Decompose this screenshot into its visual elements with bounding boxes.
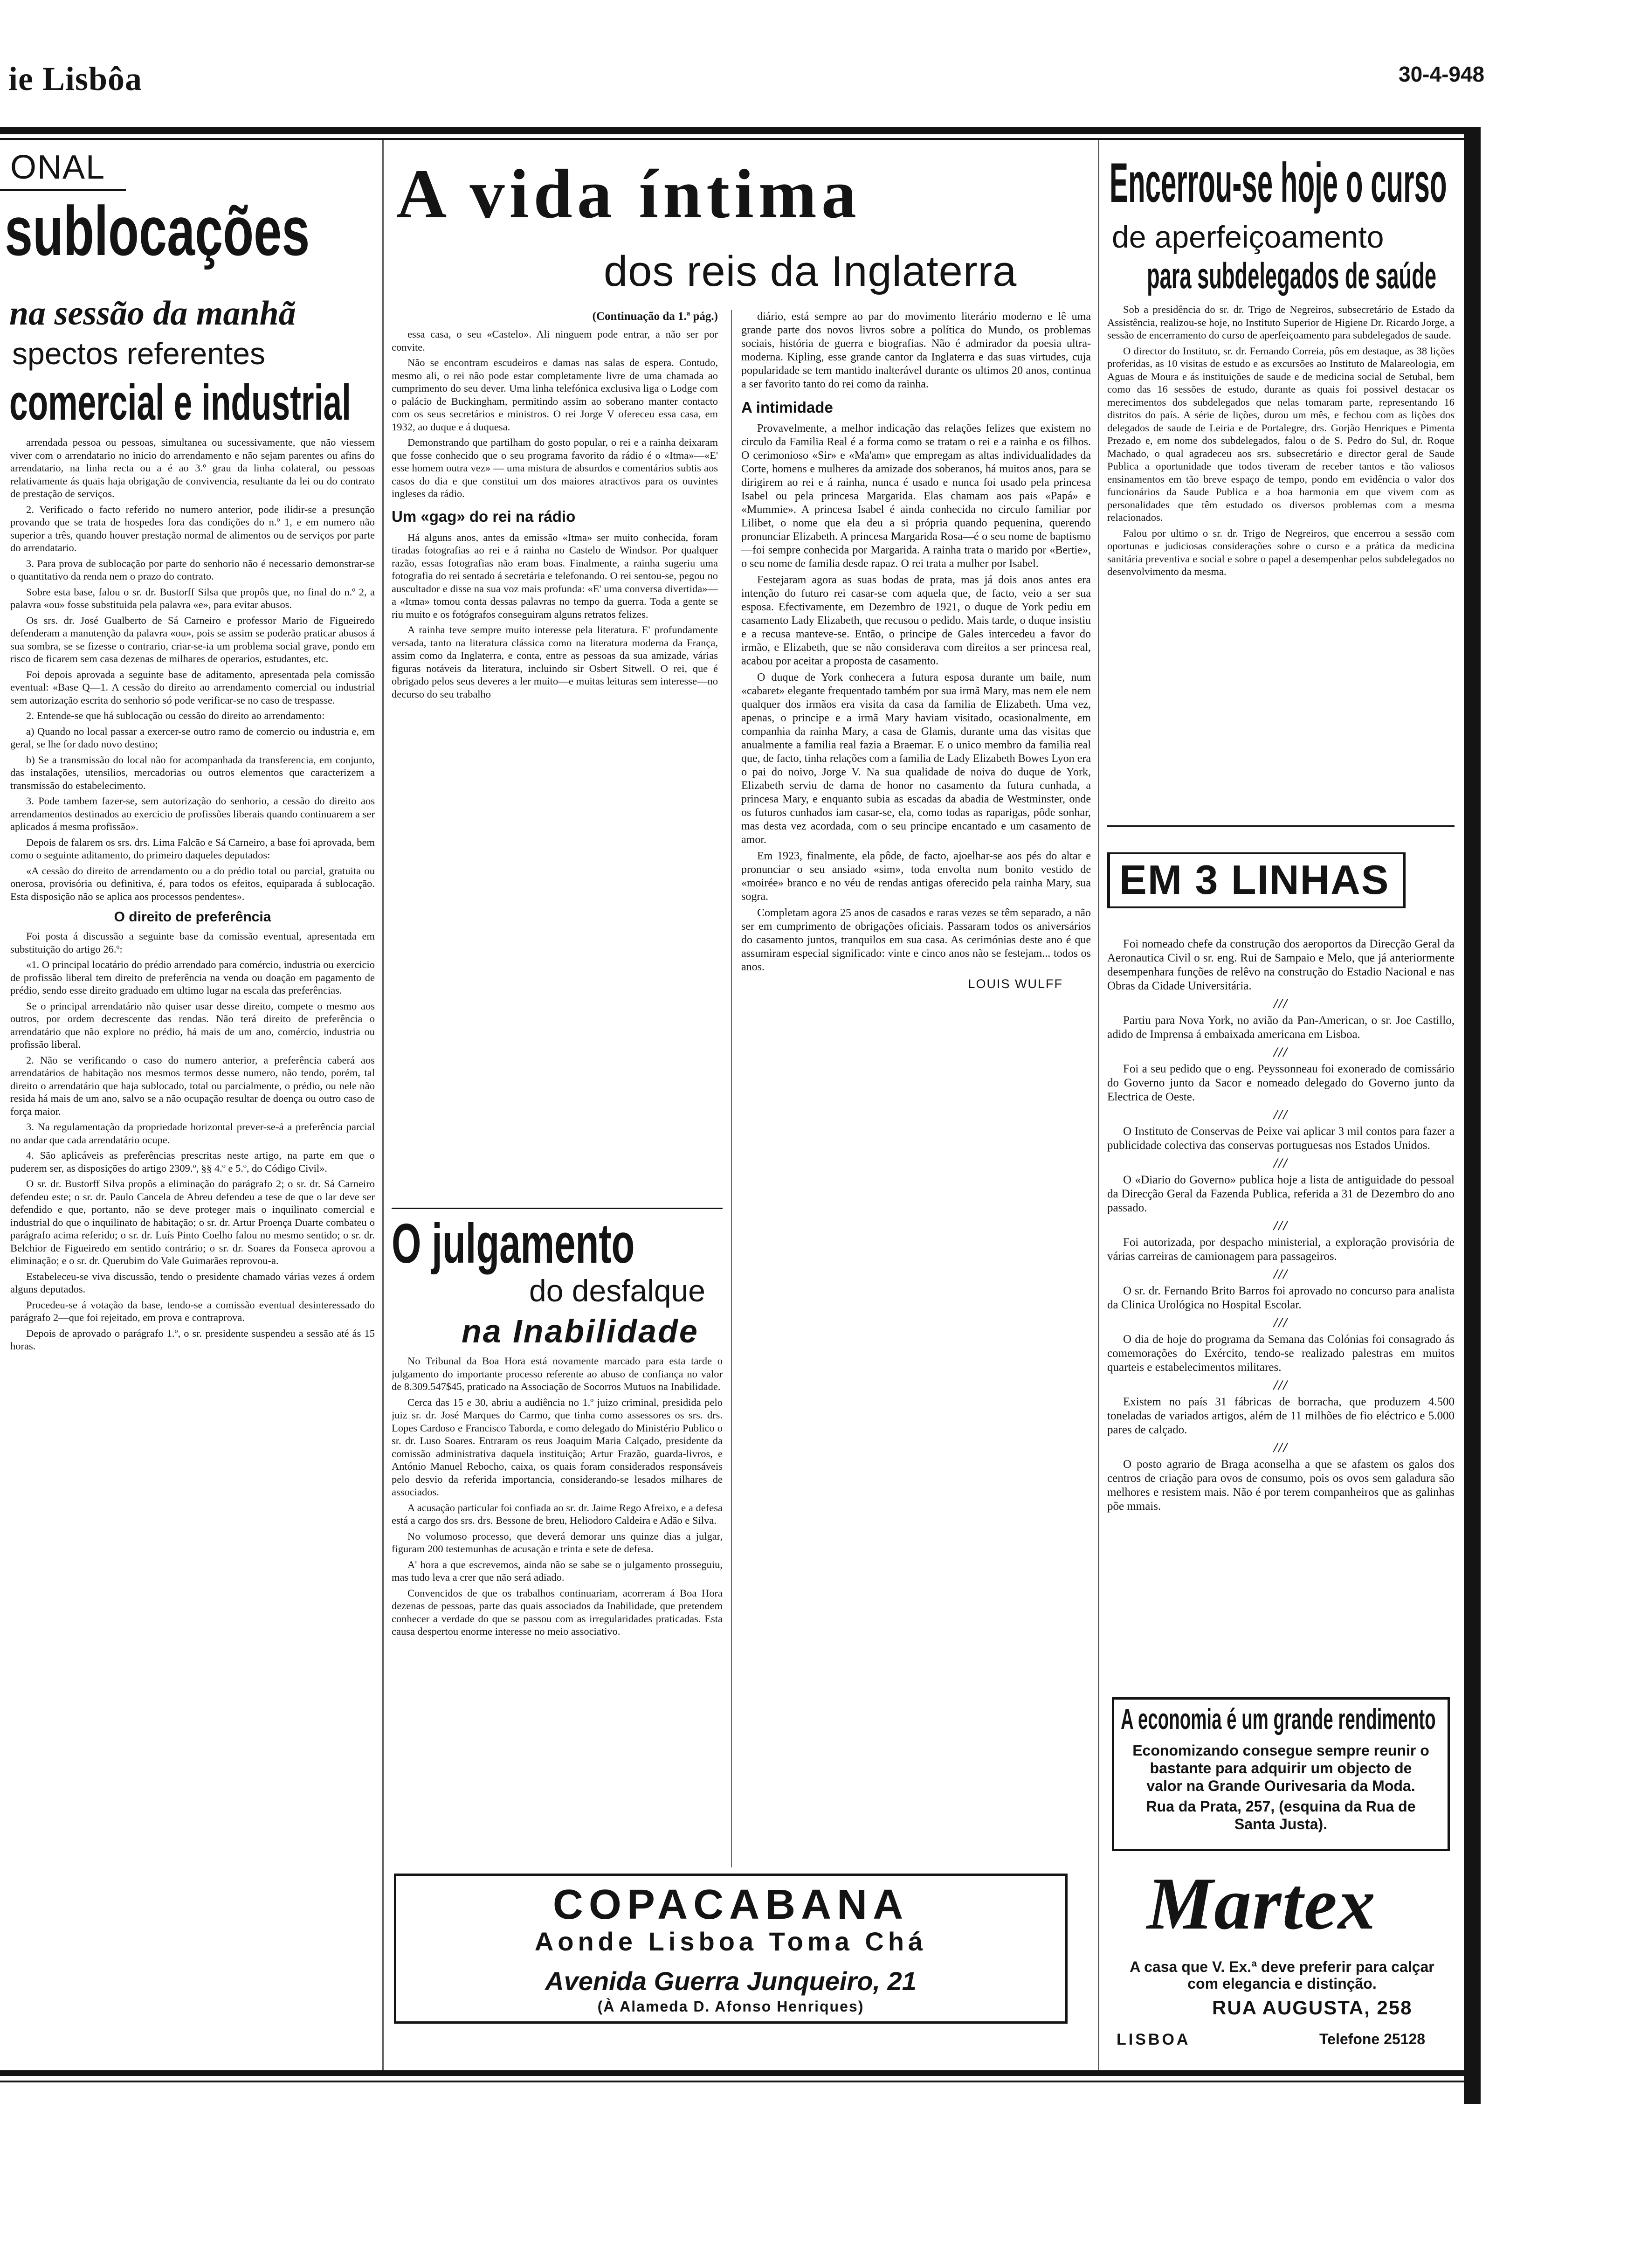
brief-item: Partiu para Nova York, no avião da Pan-American, o sr. Joe Castillo, adido de Imprensa á embaixada americana em Lisboa. (1107, 1014, 1455, 1041)
bottom-rule-thin (0, 2081, 1480, 2082)
brief-separator: /// (1273, 1440, 1288, 1455)
curso-sub2: para subdelegados de saúde (1147, 255, 1436, 296)
em3linhas-title: EM 3 LINHAS (1119, 857, 1390, 903)
copacabana-note: (À Alameda D. Afonso Henriques) (597, 1998, 864, 2015)
masthead-date: 30-4-948 (1399, 62, 1485, 86)
left-sub1: na sessão da manhã (9, 294, 296, 332)
copacabana-tagline: Aonde Lisboa Toma Chá (534, 1927, 927, 1956)
paragraph: a) Quando no local passar a exercer-se outro ramo de comercio ou industria e, em geral, se lhe for dado novo destino; (10, 725, 375, 750)
brief-separator: /// (1273, 1218, 1288, 1233)
julgamento-sub1: do desfalque (529, 1273, 705, 1308)
em3linhas-body (1107, 937, 1455, 1674)
em3linhas-title-box (1107, 852, 1406, 908)
martex-logo: Martex (1147, 1862, 1376, 1945)
paragraph: 3. Na regulamentação da propriedade horizontal prever-se-á a preferência parcial no andar que cada arrendatário ocupe. (10, 1121, 375, 1146)
left-article-body (10, 436, 375, 2031)
paragraph: No Tribunal da Boa Hora está novamente marcado para esta tarde o julgamento do importante processo referente ao abuso de confiança no valor de 8.309.547$45, praticado na Associação de Socorros Mutuos na Inabilidade. (392, 1355, 723, 1392)
copacabana-address: Avenida Guerra Junqueiro, 21 (545, 1966, 917, 1996)
paragraph: Falou por ultimo o sr. dr. Trigo de Negreiros, que encerrou a sessão com oportunas e judiciosas considerações sobre o curso e a prática da medicina sanitária preventiva e social e sobre o papel a desempenhar pelos subdelegados no desenvolvimento da mesma. (1107, 527, 1455, 577)
paragraph: Completam agora 25 anos de casados e raras vezes se têm separado, a não ser em cumprimento de obrigações oficiais. Passaram todos os aniversários do casamento juntos, tranquilos em sua casa. As cerimónias deste ano é que assumiram especial significado: vinte e cinco anos não se festejam... todos os anos. (741, 907, 1091, 973)
paragraph: 4. São aplicáveis as preferências prescritas neste artigo, na parte em que o puderem ser, as disposições do artigo 2309.º, §§ 4.º e 5.º, do Código Civil». (10, 1149, 375, 1174)
paragraph: Em 1923, finalmente, ela pôde, de facto, ajoelhar-se aos pés do altar e pronunciar o seu ansiado «sim», toda envolta num bonito vestido de «moirée» branco e no véu de rendas antigas oferecido pela rainha Mary, sua sogra. (741, 850, 1091, 903)
paragraph: Demonstrando que partilham do gosto popular, o rei e a rainha deixaram que fosse conhecido que o seu programa favorito da rádio é o «Itma»—«E' esse homem outra vez» — uma mistura de absurdos e comentários subtis aos casos do dia e que constitui um dos maiores atractivos para os ouvintes ingleses da rádio. (392, 436, 718, 499)
paragraph: Se o principal arrendatário não quiser usar desse direito, compete o mesmo aos outros, por ordem decrescente das rendas. Não terá direito de preferência o arrendatário que não explore no prédio, há mais de um ano, comércio, industria ou profissão liberal. (10, 1000, 375, 1050)
brief-item: Foi nomeado chefe da construção dos aeroportos da Direcção Geral da Aeronautica Civil o sr. eng. Rui de Sampaio e Melo, que já anteriormente desempenhara funções de relêvo na construção do Estadio Nacional e nas Obras da Cidade Universitária. (1107, 938, 1455, 992)
left-headline: sublocações (5, 192, 310, 270)
brief-separator: /// (1273, 1044, 1288, 1060)
vida-headline: A vida íntima (396, 155, 861, 233)
paragraph: O director do Instituto, sr. dr. Fernando Correia, pôs em destaque, as 38 lições proferidas, as 10 visitas de estudo e as excursões ao Instituto de Malareologia, em Aguas de Moura e ás instituições de saude e de medicina social de Setubal, bem como das 16 sessões de estudo, durante as quais foi possivel destacar os merecimentos dos subdelegados que nelas tomaram parte, representando 16 distritos do país. A série de lições, durou um mês, e fechou com as lições dos delegados de saude de Leiria e de Portalegre, drs. Gorjão Henriques e Pimenta Prezado e, em nome dos subdelegados, falou o de S. Pedro do Sul, dr. Roque Machado, o qual agradeceu aos srs. subsecretário e director geral de Saude Publica a oportunidade que todos tiveram de receber tantos e tão valiosos ensinamentos em tão breve espaço de tempo, pondo em evidência o valor dos funcionários da Saude Publica e a boa harmonia em que vivem com as personalidades que têm estudado os diversos problemas com a mesma relacionados. (1107, 345, 1455, 523)
brief-separator: /// (1273, 1377, 1288, 1393)
column-rule-1 (382, 140, 384, 2075)
brief-item: O sr. dr. Fernando Brito Barros foi aprovado no concurso para analista da Clinica Urológica no Hospital Escolar. (1107, 1285, 1455, 1311)
masthead-rule-thick (0, 127, 1480, 134)
julgamento-sub2: na Inabilidade (462, 1313, 699, 1349)
curso-headline: Encerrou-se hoje o curso (1110, 152, 1447, 214)
copacabana-name: COPACABANA (552, 1881, 909, 1928)
martex-city: LISBOA (1117, 2031, 1191, 2048)
paragraph: 2. Verificado o facto referido no numero anterior, pode ilidir-se a presunção provando que se trata de hospedes fora das condições do n.º 1, e em numero não superior a três, quando houver prestação normal de alimentos ou de serviços por parte do arrendatario. (10, 503, 375, 553)
paragraph: Não se encontram escudeiros e damas nas salas de espera. Contudo, mesmo ali, o rei não pode estar completamente livre de uma chamada ao cumprimento do seu dever. Uma linha telefónica exclusiva liga o Lodge com o palácio de Buckingham, permitindo assim ao soberano manter contacto com os seus secretários e ministros. O rei Jorge V ofereceu essa casa, em 1932, ao duque e á duquesa. (392, 357, 718, 433)
martex-phone: Telefone 25128 (1319, 2031, 1426, 2047)
left-section-underline (0, 189, 126, 191)
brief-separator: /// (1273, 1266, 1288, 1282)
brief-item: O «Diario do Governo» publica hoje a lista de antiguidade do pessoal da Direcção Geral da Fazenda Publica, referida a 31 de Dezembro do ano passado. (1107, 1174, 1455, 1214)
paragraph: Depois de falarem os srs. drs. Lima Falcão e Sá Carneiro, a base foi aprovada, bem como o seguinte aditamento, do primeiro daqueles deputados: (10, 836, 375, 861)
julgamento-headline: O julgamento (392, 1212, 635, 1275)
paragraph: diário, está sempre ao par do movimento literário moderno e lê uma grande parte dos novos livros sobre a política do Mundo, os problemas sociais, história de guerra e biografias. Não é admirador da poesia ultra-moderna. Kipling, esse grande cantor da Inglaterra e das suas virtudes, cuja popularidade se tem mantido inalterável durante os ultimos 20 anos, continua a ser favorito tanto do rei como da rainha. (741, 311, 1091, 390)
column-rule-2 (1098, 140, 1099, 2075)
paragraph: arrendada pessoa ou pessoas, simultanea ou sucessivamente, que não viessem viver com o arrendatario no inicio do arrendamento e não sejam parentes ou afins do arrendatario, na linha recta ou a é ao 3.º grau da linha colateral, ou pessoas relativamente ás quais haja obrigação de convivencia, resultante da lei ou do contrato de prestação de serviços. (10, 436, 375, 499)
masthead-name: ie Lisbôa (8, 60, 143, 97)
bottom-rule-thick (0, 2070, 1480, 2076)
paragraph: «A cessão do direito de arrendamento ou a do prédio total ou parcial, gratuita ou onerosa, provisória ou definitiva, é, para todos os efeitos, equiparada á sublocação. Esta disposição não se aplica aos processos pendentes». (10, 864, 375, 902)
paragraph: Foi posta á discussão a seguinte base da comissão eventual, apresentada em substituição do artigo 26.º: (10, 930, 375, 955)
economia-headline: A economia é um grande rendimento (1121, 1703, 1436, 1736)
economia-address: Rua da Prata, 257, (esquina da Rua de Santa Justa). (1146, 1798, 1416, 1832)
vida-col-divider (731, 310, 732, 1867)
paragraph: essa casa, o seu «Castelo». Ali ninguem pode entrar, a não ser por convite. (392, 328, 718, 353)
paragraph: Os srs. dr. José Gualberto de Sá Carneiro e professor Mario de Figueiredo defenderam a manutenção da palavra «ou», pois se assim se poderão praticar abusos á sua sombra, se se fizesse o contrario, criar-se-ia um problema social grave, pondo em risco de ficarem sem casa dezenas de milhares de operarios, estudantes, etc. (10, 614, 375, 664)
economia-ad (1112, 1697, 1450, 1851)
paragraph: 3. Pode tambem fazer-se, sem autorização do senhorio, a cessão do direito aos arrendamentos destinados ao exercicio de profissões liberais quando continuarem a ser aplicados á mesma profissão». (10, 795, 375, 832)
curso-sub1: de aperfeiçoamento (1112, 220, 1384, 254)
brief-separator: /// (1273, 996, 1288, 1011)
paragraph: No volumoso processo, que deverá demorar uns quinze dias a julgar, figuram 200 testemunhas de acusação e trinta e sete de defesa. (392, 1530, 723, 1555)
copacabana-ad (394, 1874, 1068, 2024)
paragraph: O sr. dr. Bustorff Silva propôs a eliminação do parágrafo 2; o sr. dr. Sá Carneiro defendeu este; o sr. dr. Paulo Cancela de Abreu defendeu a tese de que o lar deve ser defendido e que, portanto, não se deve proteger mais o inquilinato comercial e industrial do que o inquilinato de habitação; o sr. dr. Artur Proença Duarte combateu o parágrafo acima referido; o sr. dr. Luís Pinto Coelho falou no mesmo sentido; o sr. dr. Belchior de Figueiredo em sentido contrário; o sr. dr. Soares da Fonseca aprovou a eliminação; e o sr. dr. Querubim do Vale Guimarães reprovou-a. (10, 1178, 375, 1266)
paragraph: Sob a presidência do sr. dr. Trigo de Negreiros, subsecretário de Estado da Assistência, realizou-se hoje, no Instituto Superior de Higiene Dr. Ricardo Jorge, a sessão de encerramento do curso de aperfeiçoamento para subdelegados de saude. (1107, 304, 1455, 341)
vida-column-2 (741, 310, 1091, 1870)
paragraph: Convencidos de que os trabalhos continuariam, acorreram á Boa Hora dezenas de pessoas, parte das quais associados da Inabilidade, que pretendem conhecer a verdade do que se passou com as irregularidades praticadas. Esta causa despertou enorme interesse no meio associativo. (392, 1587, 723, 1637)
left-sub3: comercial e industrial (9, 374, 351, 430)
vida-column-1 (392, 310, 718, 1208)
right-border-bar (1464, 127, 1481, 2104)
paragraph: Foi depois aprovada a seguinte base de aditamento, apresentada pela comissão eventual: «Base Q—1. A cessão do direito ao arrendamento comercial ou industrial sem autorização escrita do senhorio só pode verificar-se no caso de trespasse. (10, 668, 375, 706)
paragraph: 2. Entende-se que há sublocação ou cessão do direito ao arrendamento: (26, 710, 325, 721)
brief-item: Existem no país 31 fábricas de borracha, que produzem 4.500 toneladas de variados artigos, além de 11 milhões de fio eléctrico e 5.000 pares de calçado. (1107, 1396, 1455, 1436)
left-section-label: ONAL (10, 149, 106, 186)
vida-sub-intimidade: A intimidade (741, 399, 833, 416)
paragraph: Há alguns anos, antes da emissão «Itma» ser muito conhecida, foram tiradas fotografias ao rei e á rainha no Castelo de Windsor. Por qualquer razão, essas fotografias não eram boas. Finalmente, a rainha sugeriu uma fotografia do rei sentado á secretária e telefonando. O rei sentou-se, pegou no auscultador e disse na sua voz mais profunda: «E' uma conversa divertida»—a «Itma» tomou conta dessas palavras no tempo da guerra. Toda a gente se riu muito e os fotógrafos conseguiram alguns retratos felizes. (392, 531, 718, 620)
martex-body: A casa que V. Ex.ª deve preferir para calçar com elegancia e distinção. (1130, 1958, 1434, 1992)
brief-separator: /// (1273, 1155, 1288, 1171)
economia-body: Economizando consegue sempre reunir o bastante para adquirir um objecto de valor na Grande Ourivesaria da Moda. (1132, 1742, 1429, 1794)
paragraph: 2. Não se verificando o caso do numero anterior, a preferência caberá aos arrendatários de habitação nos mesmos termos desse numero, não tendo, porém, tal direito o arrendatário que haja sublocado, total ou parcialmente, o prédio, ou nele não resida há mais de um ano, salvo se a não ocupação resultar de doença ou outro caso de força maior. (10, 1054, 375, 1117)
curso-body (1107, 303, 1455, 811)
brief-item: Foi a seu pedido que o eng. Peyssonneau foi exonerado de comissário do Governo junto da Sacor e nomeado delegado do Governo junto da Electrica de Oeste. (1107, 1063, 1455, 1103)
paragraph: A' hora a que escrevemos, ainda não se sabe se o julgamento prosseguiu, mas tudo leva a crer que não será adiado. (392, 1558, 723, 1583)
brief-separator: /// (1273, 1315, 1288, 1330)
vida-continuation: (Continuação da 1.ª pág.) (592, 310, 718, 323)
paragraph: Procedeu-se á votação da base, tendo-se a comissão eventual desinteressado do parágrafo 2—que foi rejeitado, em prova e contraprova. (10, 1299, 375, 1323)
paragraph: A acusação particular foi confiada ao sr. dr. Jaime Rego Afreixo, e a defesa está a cargo dos srs. drs. Bessone de breu, Heliodoro Caldeira e Adão e Silva. (392, 1501, 723, 1526)
paragraph: b) Se a transmissão do local não for acompanhada da transferencia, em conjunto, das instalações, utensilios, mercadorias ou outros elementos que caracterizem a transmissão do estabelecimento. (10, 754, 375, 791)
vida-subhead: dos reis da Inglaterra (604, 248, 1017, 295)
paragraph: Cerca das 15 e 30, abriu a audiência no 1.º juizo criminal, presidida pelo juiz sr. dr. José Marques do Carmo, que tinha como assessores os srs. drs. Lopes Cardoso e Francisco Taborda, e como delegado do Ministério Publico o sr. dr. Luso Soares. Entraram os reus Joaquim Maria Calçado, presidente da comissão administrativa daquela instituição; Artur Frazão, guarda-livros, e António Manuel Rebocho, caixa, os quais foram considerados responsáveis pelo desvio da referida importancia, considerando-se lesados milhares de associados. (392, 1396, 723, 1498)
brief-separator: /// (1273, 1107, 1288, 1122)
brief-item: O posto agrario de Braga aconselha a que se afastem os galos dos centros de criação para ovos de consumo, pois os ovos sem galadura são melhores e resistem mais. Não é por terem companheiros que as galinhas põe mmais. (1107, 1458, 1455, 1513)
paragraph: Depois de aprovado o parágrafo 1.º, o sr. presidente suspendeu a sessão até ás 15 horas. (10, 1327, 375, 1352)
martex-address: RUA AUGUSTA, 258 (1212, 1997, 1413, 2019)
paragraph: Estabeleceu-se viva discussão, tendo o presidente chamado várias vezes á ordem alguns deputados. (10, 1270, 375, 1295)
curso-bottom-rule (1107, 825, 1455, 827)
vida-sub-gag: Um «gag» do rei na rádio (392, 507, 576, 525)
paragraph: Sobre esta base, falou o sr. dr. Bustorff Silsa que propôs que, no final do n.º 2, a palavra «ou» fosse substituida pela palavra «e», para evitar abusos. (10, 586, 375, 610)
paragraph: Provavelmente, a melhor indicação das relações felizes que existem no circulo da Familia Real é a forma como se tratam o rei e a rainha e os filhos. O cerimonioso «Sir» e «Ma'am» que empregam as altas individualidades da Corte, homens e mulheres da amizade dos soberanos, há muitos anos, para se dirigirem ao rei e á rainha, nunca é usado e nunca foi usado pela princesa Isabel ou pela princesa Margarida. Elas chamam aos pais «Papá» e «Mummie». A princesa Isabel é ainda conhecida no circulo familiar por Lilibet, o nome que ela deu a si própria quando pequenina, querendo pronunciar Elizabeth. A princesa Margarida Rosa—é o seu nome de baptismo—foi sempre conhecida por Margarida. A rainha trata o marido por «Bertie», o seu nome de familia desde rapaz. O rei trata a mulher por Isabel. (741, 422, 1091, 570)
left-sub-preferencia: O direito de preferência (114, 909, 271, 925)
paragraph: «1. O principal locatário do prédio arrendado para comércio, industria ou exercicio de profissão liberal tem direito de preferência na venda ou doação em pagamento de prédio, sendo esse direito graduado em ultimo lugar na escala das preferências. (10, 959, 375, 996)
paragraph: 3. Para prova de sublocação por parte do senhorio não é necessario demonstrar-se o quantitativo da renda nem o prazo do contrato. (10, 557, 375, 582)
paragraph: Festejaram agora as suas bodas de prata, mas já dois anos antes era intenção do futuro rei casar-se com aquela que, de facto, veio a ser sua esposa. Efectivamente, em Dezembro de 1921, o duque de York pediu em casamento Lady Elizabeth, que recusou o pedido. Mais tarde, o duque insistiu e a recusa manteve-se. Então, o principe de Gales intercedeu a favor do irmão, e Elizabeth, que se não considerava com direitos a ser princesa real, acabou por aceitar a proposta de casamento. (741, 574, 1091, 667)
paragraph: O duque de York conhecera a futura esposa durante um baile, num «cabaret» elegante frequentado também por sua irmã Mary, mas nem ele nem qualquer dos irmãos era visita da casa da familia de Elizabeth. Uma vez, apenas, o principe e a irmã Mary haviam visitado, ocasionalmente, em companhia da rainha Mary, a casa de Glamis, durante uma das visitas que anualmente a familia real fazia a Braemar. E o unico membro da familia real que, de facto, tinha relações com a familia de Lady Elizabeth Bowes Lyon era o pai do noivo, Jorge V. Na sua qualidade de noiva do duque de York, Elizabeth serviu de dama de honor no casamento da futura cunhada, a princesa Mary, e enquanto subia as escadas da abadia de Westminster, onde os futuros cunhados iam casar-se, ela, como todas as raparigas, pôde sonhar, mas desta vez acordada, com o seu principe encantado e um casamento de amor. (741, 671, 1091, 846)
masthead-rule-thin (0, 138, 1480, 140)
left-sub2: spectos referentes (12, 336, 265, 371)
brief-item: O Instituto de Conservas de Peixe vai aplicar 3 mil contos para fazer a publicidade colectiva das conservas portuguesas nos Estados Unidos. (1107, 1125, 1455, 1152)
julgamento-body (392, 1355, 723, 1863)
brief-item: O dia de hoje do programa da Semana das Colónias foi consagrado ás comemorações do Exército, tendo-se realizado palestras em muitos quarteis e estabelecimentos militares. (1107, 1333, 1455, 1374)
paragraph: A rainha teve sempre muito interesse pela literatura. E' profundamente versada, tanto na literatura clássica como na literatura moderna da França, assim como da Inglaterra, e conta, entre as pessoas da sua amizade, várias figuras notáveis da literatura, incluindo sir Osbert Sitwell. O rei, que é obrigado pelos seus deveres a ler muito—e muitas leituras sem interesse—no decurso do seu trabalho (392, 624, 718, 700)
brief-item: Foi autorizada, por despacho ministerial, a exploração provisória de várias carreiras de camionagem para passageiros. (1107, 1236, 1455, 1263)
vida-author: LOUIS WULFF (968, 977, 1063, 991)
julgamento-top-rule (392, 1208, 723, 1209)
